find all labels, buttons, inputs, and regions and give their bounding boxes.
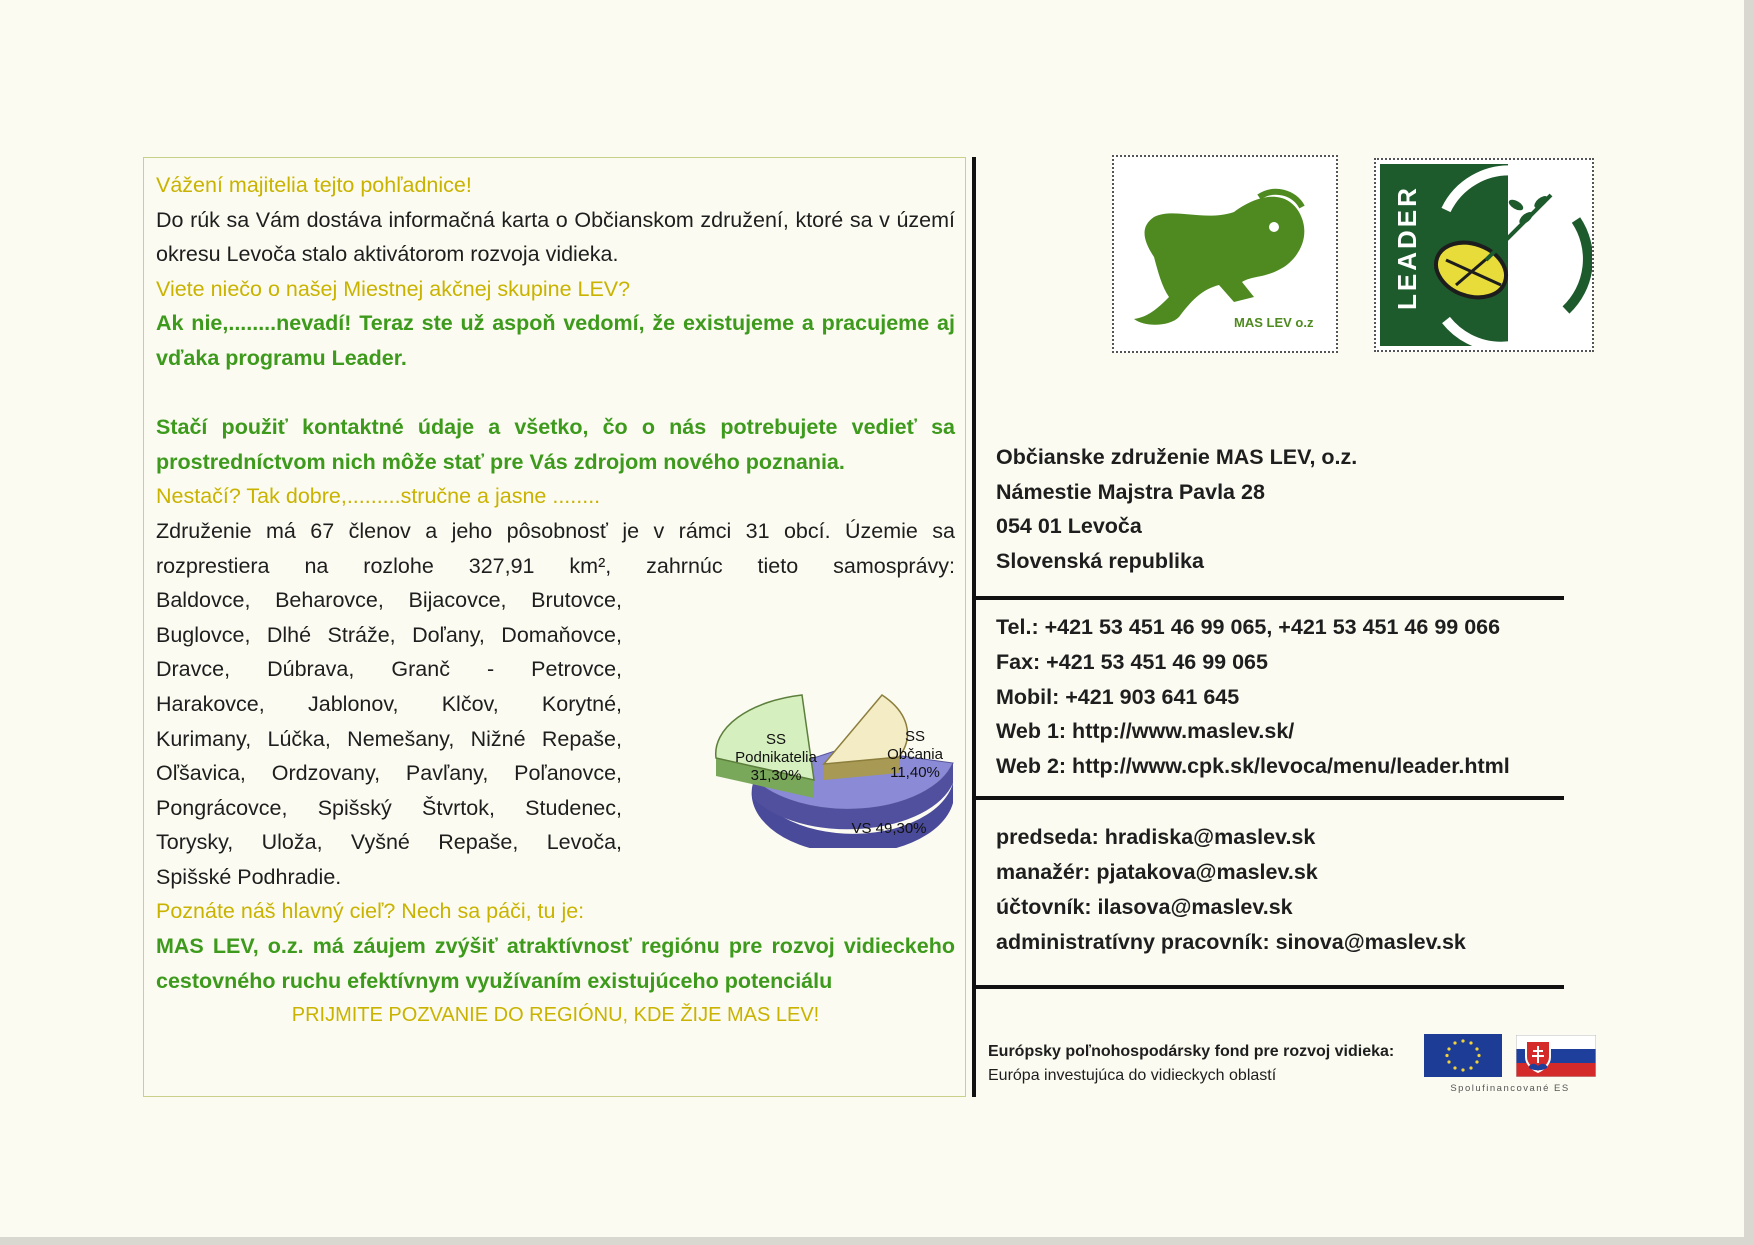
municipality-line: Spišské Podhradie. xyxy=(156,864,342,889)
main-goal: MAS LEV, o.z. má záujem zvýšiť atraktívnosť regiónu pre rozvoj vidieckeho cestovného ruchu efektívnym využívaním existujúceho potenciálu xyxy=(156,934,955,993)
label-obcania-1: SS xyxy=(904,728,926,745)
info-box xyxy=(143,157,966,1097)
mas-lev-logo xyxy=(1112,155,1338,353)
paragraph-2: Stačí použiť kontaktné údaje a všetko, čo o nás potrebujete vedieť sa prostredníctvom nich môže stať pre Vás zdrojom nového poznania. xyxy=(156,415,955,474)
lion-icon xyxy=(1114,157,1336,351)
municipality-line: Kurimany, Lúčka, Nemešany, Nižné Repaše, xyxy=(156,726,622,751)
municipality-line: Torysky, Uloža, Vyšné Repaše, Levoča, xyxy=(156,830,622,855)
vertical-divider xyxy=(972,157,976,1097)
postal-city: 054 01 Levoča xyxy=(996,514,1142,539)
question-1: Viete niečo o našej Miestnej akčnej skupine LEV? xyxy=(156,276,631,301)
question-2: Nestačí? Tak dobre,.........stručne a jasne ........ xyxy=(156,484,601,509)
email-uctovnik[interactable]: účtovník: ilasova@maslev.sk xyxy=(996,895,1293,919)
label-obcania-3: 11,40% xyxy=(890,764,940,781)
divider-1 xyxy=(976,596,1564,600)
contact-block xyxy=(996,610,1510,784)
web-link-2[interactable]: Web 2: http://www.cpk.sk/levoca/menu/leader.html xyxy=(996,754,1510,779)
answer-1: Ak nie,........nevadí! Teraz ste už aspoň vedomí, že existujeme a pracujeme aj vďaka programu Leader. xyxy=(156,311,955,370)
municipality-line: Oľšavica, Ordzovany, Pavľany, Poľanovce, xyxy=(156,761,622,786)
email-manazer[interactable]: manažér: pjatakova@maslev.sk xyxy=(996,860,1318,884)
label-podnikatelia-3: 31,30% xyxy=(750,767,802,784)
about-line-2: rozprestiera na rozlohe 327,91 km², zahrnúc tieto samosprávy: xyxy=(156,553,955,578)
web-link-1[interactable]: Web 1: http://www.maslev.sk/ xyxy=(996,719,1295,744)
municipality-line: Harakovce, Jablonov, Klčov, Korytné, xyxy=(156,691,622,716)
cofinanced-label: Spolufinancované ES xyxy=(1450,1083,1570,1094)
divider-3 xyxy=(976,985,1564,989)
invitation: PRIJMITE POZVANIE DO REGIÓNU, KDE ŽIJE MAS LEV! xyxy=(291,1004,820,1027)
mas-logo-text: MAS LEV o.z xyxy=(1234,315,1314,330)
organization-name: Občianske združenie MAS LEV, o.z. xyxy=(996,445,1358,469)
telephone: Tel.: +421 53 451 46 99 065, +421 53 451 46 99 066 xyxy=(996,615,1501,639)
divider-2 xyxy=(976,796,1564,800)
leader-logo xyxy=(1374,158,1594,352)
fund-subtitle: Európa investujúca do vidieckych oblastí xyxy=(988,1067,1277,1084)
email-admin[interactable]: administratívny pracovník: sinova@maslev.sk xyxy=(996,930,1466,954)
municipality-list xyxy=(156,583,622,894)
mobile: Mobil: +421 903 641 645 xyxy=(996,684,1240,709)
label-vs: VS 49,30% xyxy=(851,820,927,837)
intro-text: Do rúk sa Vám dostáva informačná karta o Občianskom združení, ktoré sa v území okresu Levoča stalo aktivátorom rozvoja vidieka. xyxy=(156,207,955,267)
street: Námestie Majstra Pavla 28 xyxy=(996,479,1265,504)
country: Slovenská republika xyxy=(996,548,1204,573)
email-block xyxy=(996,820,1466,960)
label-podnikatelia-2: Podnikatelia xyxy=(735,749,817,766)
municipality-line: Buglovce, Dlhé Stráže, Doľany, Domaňovce, xyxy=(156,622,622,647)
email-predseda[interactable]: predseda: hradiska@maslev.sk xyxy=(996,825,1316,849)
leader-emblem-icon xyxy=(1376,160,1592,350)
label-podnikatelia-1: SS xyxy=(765,731,787,748)
fund-title: Európsky poľnohospodársky fond pre rozvoj vidieka: xyxy=(988,1043,1395,1060)
greeting: Vážení majitelia tejto pohľadnice! xyxy=(156,173,472,197)
fax: Fax: +421 53 451 46 99 065 xyxy=(996,649,1268,674)
membership-pie-chart xyxy=(654,633,964,848)
about-line-1: Združenie má 67 členov a jeho pôsobnosť je v rámci 31 obcí. Územie sa xyxy=(156,518,955,543)
municipality-line: Pongrácovce, Spišský Štvrtok, Studenec, xyxy=(156,795,622,820)
municipality-line: Baldovce, Beharovce, Bijacovce, Brutovce, xyxy=(156,588,622,613)
question-3: Poznáte náš hlavný cieľ? Nech sa páči, tu je: xyxy=(156,899,585,924)
leader-text: LEADER xyxy=(1392,185,1422,310)
municipality-line: Dravce, Dúbrava, Granč - Petrovce, xyxy=(156,657,622,682)
fund-block xyxy=(988,1040,1394,1088)
address-block xyxy=(996,440,1357,578)
slovak-flag-icon xyxy=(1516,1035,1596,1077)
label-obcania-2: Občania xyxy=(887,746,943,763)
eu-flag-icon xyxy=(1424,1034,1502,1077)
